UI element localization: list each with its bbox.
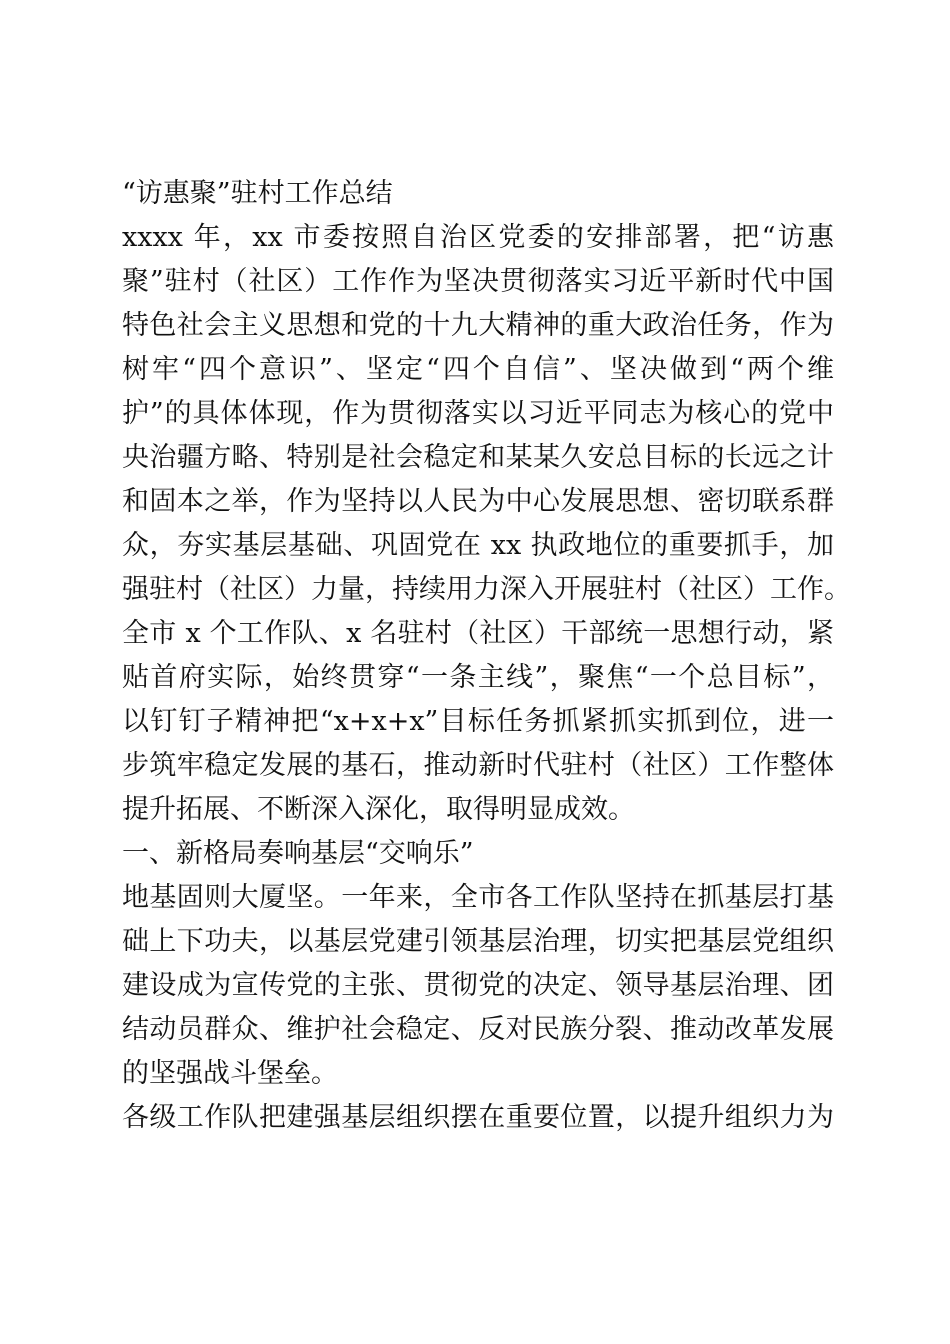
document-title: “访惠聚”驻村工作总结 [122, 178, 393, 209]
paragraph-line: 地基固则大厦坚。一年来，全市各工作队坚持在抓基层打基 [122, 882, 834, 913]
paragraph-organization [122, 1096, 834, 1140]
paragraph-line: 结动员群众、维护社会稳定、反对民族分裂、推动改革发展 [122, 1014, 834, 1045]
document-body [122, 172, 851, 1140]
paragraph-line: 的坚强战斗堡垒。 [122, 1058, 338, 1089]
paragraph-work-teams [122, 612, 834, 832]
paragraph-line: 央治疆方略、特别是社会稳定和某某久安总目标的长远之计 [122, 442, 834, 473]
paragraph-line: 步筑牢稳定发展的基石，推动新时代驻村（社区）工作整体 [122, 750, 834, 781]
paragraph-line: 各级工作队把建强基层组织摆在重要位置，以提升组织力为 [122, 1102, 834, 1133]
paragraph-foundation [122, 876, 834, 1096]
paragraph-line: 特色社会主义思想和党的十九大精神的重大政治任务，作为 [122, 310, 834, 341]
paragraph-line: xxxx 年，xx 市委按照自治区党委的安排部署，把“访惠 [122, 222, 834, 253]
paragraph-line: 树牢“四个意识”、坚定“四个自信”、坚决做到“两个维 [122, 354, 834, 385]
paragraph-line: 提升拓展、不断深入深化，取得明显成效。 [122, 794, 635, 825]
paragraph-line: 全市 x 个工作队、x 名驻村（社区）干部统一思想行动，紧 [122, 618, 834, 649]
paragraph-line: 护”的具体体现，作为贯彻落实以习近平同志为核心的党中 [122, 398, 834, 429]
paragraph-line: 础上下功夫，以基层党建引领基层治理，切实把基层党组织 [122, 926, 834, 957]
paragraph-intro [122, 216, 851, 612]
paragraph-line: 和固本之举，作为坚持以人民为中心发展思想、密切联系群 [122, 486, 834, 517]
paragraph-line: 以钉钉子精神把“x+x+x”目标任务抓紧抓实抓到位，进一 [122, 706, 834, 737]
section-heading: 一、新格局奏响基层“交响乐” [122, 838, 474, 869]
paragraph-line: 建设成为宣传党的主张、贯彻党的决定、领导基层治理、团 [122, 970, 834, 1001]
paragraph-line: 聚”驻村（社区）工作作为坚决贯彻落实习近平新时代中国 [122, 266, 834, 297]
paragraph-line: 强驻村（社区）力量，持续用力深入开展驻村（社区）工作。 [122, 574, 851, 605]
paragraph-line: 贴首府实际，始终贯穿“一条主线”，聚焦“一个总目标”， [122, 662, 834, 693]
paragraph-line: 众，夯实基层基础、巩固党在 xx 执政地位的重要抓手，加 [122, 530, 834, 561]
